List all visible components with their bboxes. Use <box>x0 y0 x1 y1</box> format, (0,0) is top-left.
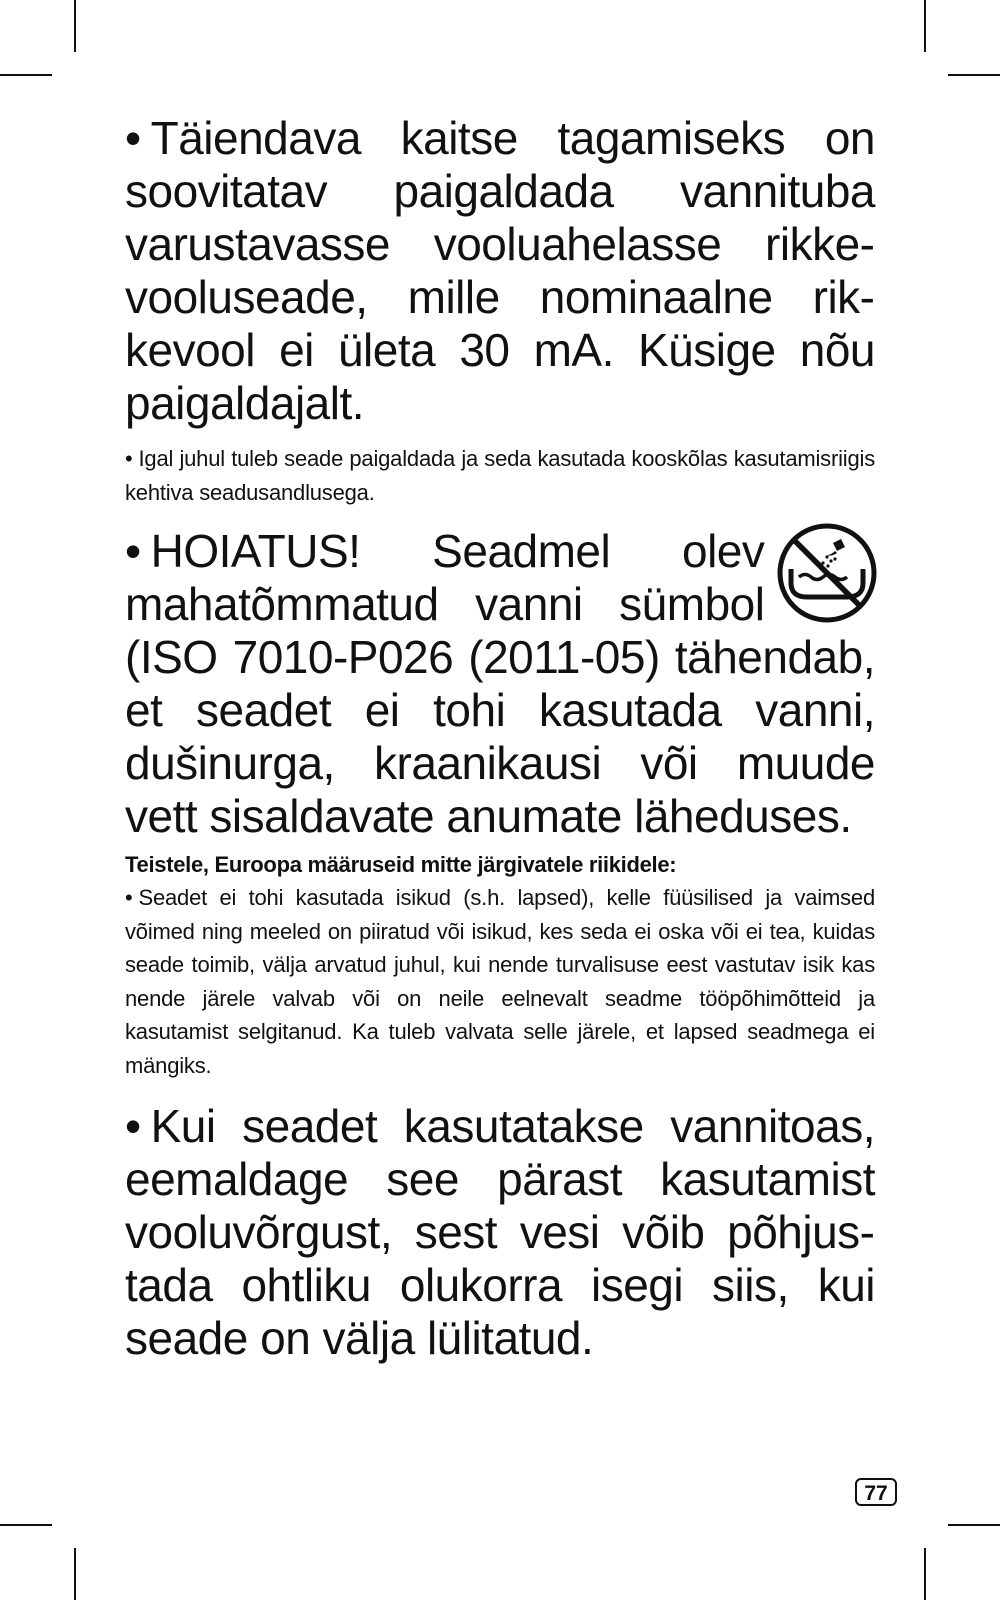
crop-mark <box>74 1548 76 1600</box>
bullet: • <box>125 112 141 164</box>
bullet: • <box>125 1100 141 1152</box>
paragraph-text: Täiendava kaitse tagamiseks on soovitatav paigaldada vannituba varustavasse vooluahelasse rikkevooluseade, mille nominaalne rikkevool ei ületa 30 mA. Küsige nõu paigaldajalt. <box>125 112 875 429</box>
crop-mark <box>74 0 76 52</box>
warning-block <box>125 525 875 843</box>
paragraph-rcd <box>125 112 875 430</box>
page-number: 77 <box>855 1478 897 1506</box>
other-countries-heading: Teistele, Euroopa määruseid mitte järgivatele riikidele: <box>125 852 677 877</box>
bullet: • <box>125 885 133 910</box>
paragraph-supervision <box>125 881 875 1082</box>
paragraph-text: HOIATUS! Seadmel olev mahatõmmatud vanni sümbol (ISO 7010-P026 (2011-05) tähendab, et seadet ei tohi kasutada vanni, dušinurga, kraanikausi või muude vett sisaldavate anumate läheduses. <box>125 525 875 842</box>
paragraph-installation <box>125 442 875 509</box>
crop-mark <box>0 1524 52 1526</box>
crop-mark <box>0 74 52 76</box>
paragraph-text: Igal juhul tuleb seade paigaldada ja seda kasutada kooskõlas kasutamisriigis kehtiva seadusandlusega. <box>125 446 875 505</box>
bullet: • <box>125 446 133 471</box>
crop-mark <box>948 1524 1000 1526</box>
crop-mark <box>948 74 1000 76</box>
crop-mark <box>924 0 926 52</box>
crop-mark <box>924 1548 926 1600</box>
page-content <box>125 112 875 1365</box>
bullet: • <box>125 525 141 577</box>
paragraph-text: Kui seadet kasutatakse vannitoas, eemaldage see pärast kasutamist vooluvõrgust, sest vesi võib põhjustada ohtliku olukorra isegi siis, kui seade on välja lülitatud. <box>125 1100 875 1364</box>
paragraph-text: Seadet ei tohi kasutada isikud (s.h. lapsed), kelle füüsilised ja vaimsed võimed ning meeled on piiratud või isikud, kes seda ei oska või ei tea, kuidas seade toimib, välja arvatud juhul, kui nende turvalisuse eest vastutav isik kas nende järele valvab või on neile eelnevalt seadme tööpõhimõtteid ja kasutamist selgitanud. Ka tuleb valvata selle järele, et lapsed seadmega ei mängiks. <box>125 885 875 1078</box>
no-bath-prohibition-icon <box>775 521 879 625</box>
paragraph-bathroom <box>125 1100 875 1365</box>
paragraph-warning <box>125 525 875 843</box>
